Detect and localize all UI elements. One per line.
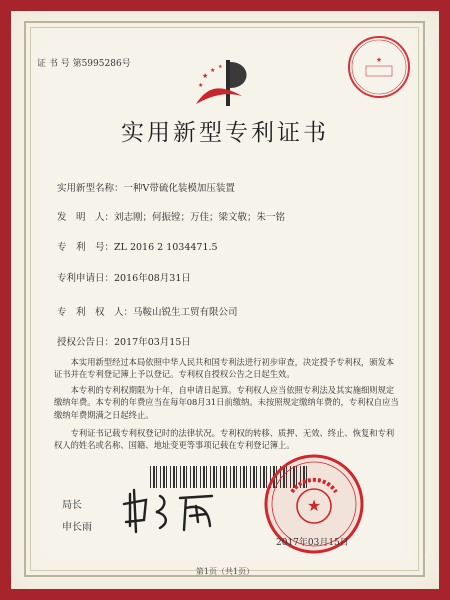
signatory-title: 局长	[62, 500, 82, 511]
field-row-filing-date	[57, 270, 191, 284]
svg-text:★: ★	[375, 56, 383, 64]
signatory-name: 申长雨	[62, 522, 92, 533]
field-row-name	[57, 180, 235, 194]
body-paragraph: 本专利的专利权期限为十年，自申请日起算。专利权人应当依照专利法及其实施细则规定缴纳年费。本专利的年费应当在每年08月31日前缴纳。未按照规定缴纳年费的，专利权自应当缴纳年费期满之日起终止。	[54, 385, 399, 420]
field-value: 一种V带硫化装模加压装置	[123, 183, 235, 194]
body-paragraph: 本实用新型经过本局依照中华人民共和国专利法进行初步审查，决定授予专利权，颁发本证书并在专利登记簿上予以登记。专利权自授权公告之日起生效。	[54, 357, 395, 380]
field-label: 发 明 人：	[57, 212, 115, 223]
field-row-patentee	[57, 304, 238, 318]
handwritten-signature	[120, 486, 220, 536]
field-value: 2017年03月15日	[114, 337, 191, 348]
field-value: 马鞍山锐生工贸有限公司	[133, 307, 238, 318]
agency-stamp	[346, 34, 412, 100]
field-label: 专 利 权 人：	[57, 307, 134, 318]
svg-text:★: ★	[306, 496, 322, 515]
patent-office-logo	[190, 56, 260, 112]
field-value: 2016年08月31日	[114, 273, 191, 284]
field-label: 实用新型名称：	[57, 183, 124, 194]
field-label: 专利申请日：	[57, 273, 115, 284]
field-row-patent-no	[57, 239, 218, 253]
certificate-title: 实用新型专利证书	[121, 120, 329, 146]
svg-text:★: ★	[202, 72, 209, 80]
field-label: 专 利 号：	[57, 242, 115, 253]
svg-text:★: ★	[198, 82, 204, 89]
page-indicator: 第1页（共1页）	[195, 567, 255, 576]
certificate-number: 证 书 号 第5995286号	[37, 59, 131, 69]
field-row-inventors	[57, 209, 285, 223]
field-label: 授权公告日：	[57, 337, 115, 348]
field-value: 刘志刚；何振镗；万佳；梁文敬；朱一铭	[114, 212, 286, 223]
field-row-grant-date	[57, 334, 191, 348]
svg-text:★: ★	[218, 64, 223, 70]
field-value: ZL 2016 2 1034471.5	[114, 242, 218, 253]
body-paragraph: 专利证书记载专利权登记时的法律状况。专利权的转移、质押、无效、终止、恢复和专利权人的姓名或名称、国籍、地址变更等事项记载在专利登记簿上。	[54, 428, 395, 451]
svg-text:★: ★	[210, 67, 216, 74]
seal-date: 2017年03月15日	[276, 538, 349, 548]
